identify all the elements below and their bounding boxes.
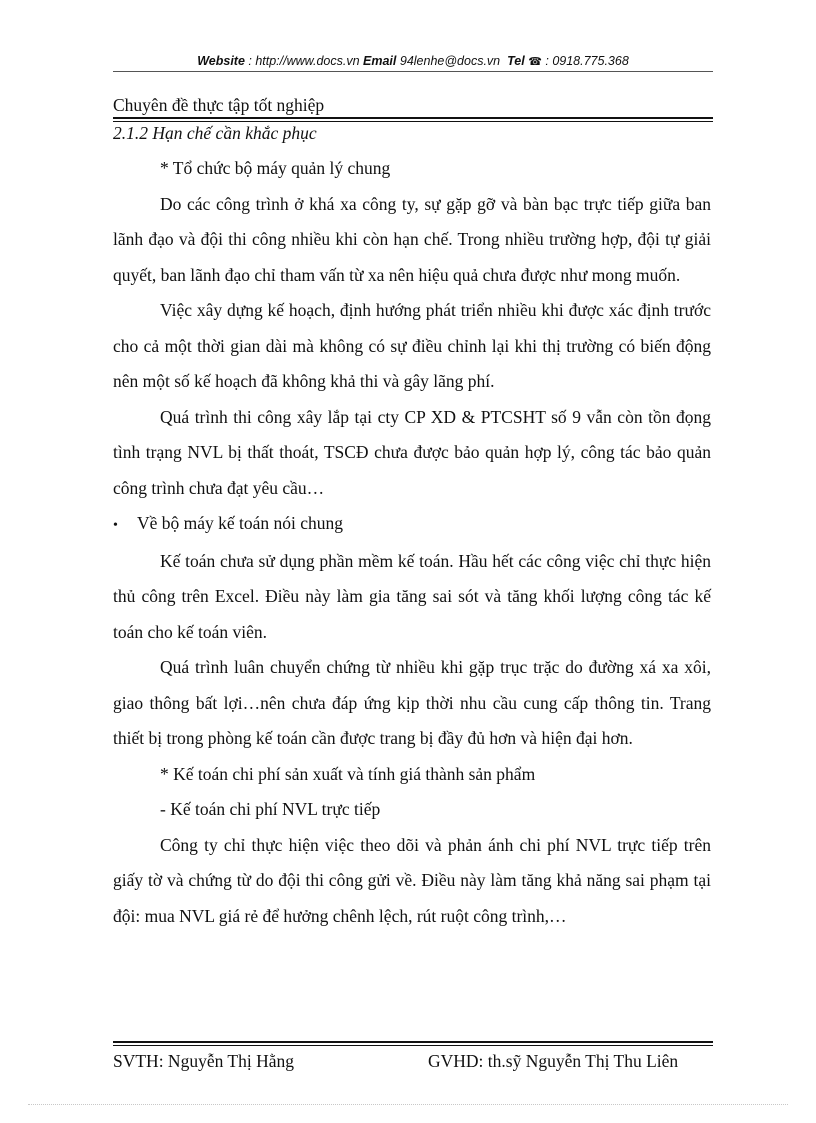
phone-icon: ☎ [528, 56, 542, 68]
subheading-cost-accounting: * Kế toán chi phí sản xuất và tính giá thành sản phẩm [160, 763, 536, 784]
footer-divider [113, 1041, 713, 1046]
website-separator: : [244, 54, 256, 68]
email-label: Email [363, 54, 397, 68]
website-label: Website [197, 54, 245, 68]
page-edge-dotted-line [28, 1104, 788, 1105]
supervisor-name: GVHD: th.sỹ Nguyễn Thị Thu Liên [428, 1051, 679, 1071]
paragraph: Quá trình thi công xây lắp tại cty CP XD & PTCSHT số 9 vẫn còn tồn đọng tình trạng NVL bị thất thoát, TSCĐ chưa được bảo quản hợp lý, công tác bảo quản công trình chưa đạt yêu cầu… [113, 406, 711, 498]
subheading-org-structure: * Tổ chức bộ máy quản lý chung [160, 158, 391, 178]
paragraph: Quá trình luân chuyển chứng từ nhiều khi gặp trục trặc do đường xá xa xôi, giao thông bất lợi…nên chưa đáp ứng kịp thời nhu cầu cung cấp thông tin. Trang thiết bị trong phòng kế toán cần được trang bị đầy đủ hơn và hiện đại hơn. [113, 657, 711, 748]
website-url[interactable]: http://www.docs.vn [255, 54, 360, 68]
email-value[interactable]: 94lenhe@docs.vn [399, 54, 501, 68]
subheading-material-costs: - Kế toán chi phí NVL trực tiếp [160, 799, 381, 819]
tel-label: Tel [507, 54, 525, 68]
section-title: 2.1.2 Hạn chế cần khắc phục [113, 123, 317, 143]
website-header: Website : http://www.docs.vn Email 94lenhe@docs.vn Tel ☎ : 0918.775.368 [113, 51, 713, 72]
bullet-item [113, 506, 711, 544]
student-name: SVTH: Nguyễn Thị Hằng [113, 1051, 294, 1071]
bullet-text: Về bộ máy kế toán nói chung [137, 513, 344, 533]
paragraph: Do các công trình ở khá xa công ty, sự gặp gỡ và bàn bạc trực tiếp giữa ban lãnh đạo và đội thi công nhiều khi còn hạn chế. Trong nhiều trường hợp, đội tự giải quyết, ban lãnh đạo chỉ tham vấn từ xa nên hiệu quả chưa được như mong muốn. [113, 193, 711, 285]
bullet-icon: • [113, 518, 118, 533]
paragraph: Kế toán chưa sử dụng phần mềm kế toán. Hầu hết các công việc chỉ thực hiện thủ công trên Excel. Điều này làm gia tăng sai sót và tăng khối lượng công tác kế toán cho kế toán viên. [113, 550, 711, 642]
paragraph: Công ty chỉ thực hiện việc theo dõi và phản ánh chi phí NVL trực tiếp trên giấy tờ và chứng từ do đội thi công gửi về. Điều này làm tăng khả năng sai phạm tại đội: mua NVL giá rẻ để hưởng chênh lệch, rút ruột công trình,… [113, 834, 711, 926]
document-header-title: Chuyên đề thực tập tốt nghiệp [113, 95, 325, 115]
tel-value: 0918.775.368 [552, 54, 629, 68]
paragraph: Việc xây dựng kế hoạch, định hướng phát triển nhiều khi được xác định trước cho cả một thời gian dài mà không có sự điều chỉnh lại khi thị trường có biến động nên một số kế hoạch đã không khả thi và gây lãng phí. [113, 300, 711, 391]
document-body [113, 151, 711, 934]
